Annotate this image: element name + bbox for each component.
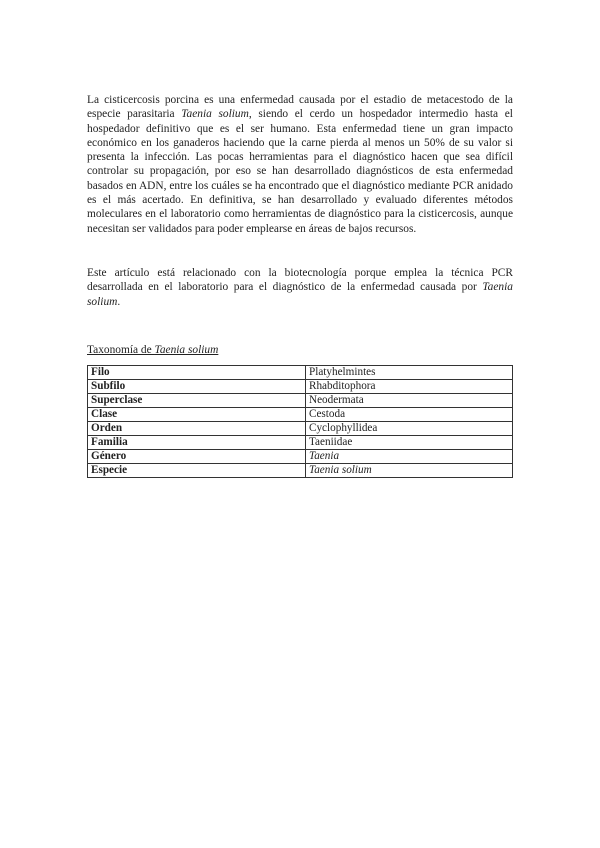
species-name: Taenia solium: [181, 108, 249, 121]
value-cell: Cestoda: [306, 408, 513, 422]
table-row: [88, 422, 513, 436]
paragraph-text: , siendo el cerdo un hospedador intermedio hasta el hospedador definitivo que es el ser humano. Esta enfermedad tiene un gran impacto económico en los ganaderos haciendo que la carne pierda al menos un 50% de su valor si presenta la infección. Las pocas herramientas para el diagnóstico hacen que sea difícil controlar su propagación, por eso se han desarrollado diagnósticos de esta enfermedad basados en ADN, entre los cuáles se ha encontrado que el diagnóstico mediante PCR anidado es el más acertado. En definitiva, se han desarrollado y evaluado diferentes métodos moleculares en el laboratorio como herramientas de diagnóstico para la cisticercosis, aunque necesitan ser validados para poder emplearse en áreas de bajos recursos.: [87, 108, 513, 235]
paragraph-text: Este artículo está relacionado con la biotecnología porque emplea la técnica PCR desarrollada en el laboratorio para el diagnóstico de la enfermedad causada por: [87, 267, 513, 294]
value-cell: Platyhelmintes: [306, 366, 513, 380]
table-row: [88, 408, 513, 422]
rank-cell: Superclase: [88, 394, 306, 408]
rank-cell: Filo: [88, 366, 306, 380]
value-cell: Neodermata: [306, 394, 513, 408]
value-cell: Taenia: [306, 450, 513, 464]
taxonomy-table: [87, 365, 513, 478]
relation-paragraph: [87, 266, 513, 309]
paragraph-text: .: [117, 295, 121, 308]
table-row: [88, 380, 513, 394]
rank-cell: Género: [88, 450, 306, 464]
value-cell: Rhabditophora: [306, 380, 513, 394]
rank-cell: Subfilo: [88, 380, 306, 394]
intro-paragraph: [87, 93, 513, 236]
table-row: [88, 450, 513, 464]
table-row: [88, 394, 513, 408]
paragraph-text: La cisticercosis porcina es una enfermedad causada por el estadio de metacestodo de la especie parasitaria: [87, 94, 513, 121]
species-name: Taenia solium: [87, 281, 513, 308]
table-caption: [87, 343, 218, 357]
rank-cell: Clase: [88, 408, 306, 422]
caption-species: Taenia solium: [154, 344, 219, 356]
table-row: [88, 436, 513, 450]
rank-cell: Especie: [88, 464, 306, 478]
caption-prefix: Taxonomía de: [87, 344, 155, 356]
value-cell: Taenia solium: [306, 464, 513, 478]
value-cell: Taeniidae: [306, 436, 513, 450]
table-row: [88, 366, 513, 380]
rank-cell: Orden: [88, 422, 306, 436]
rank-cell: Familia: [88, 436, 306, 450]
table-row: [88, 464, 513, 478]
value-cell: Cyclophyllidea: [306, 422, 513, 436]
